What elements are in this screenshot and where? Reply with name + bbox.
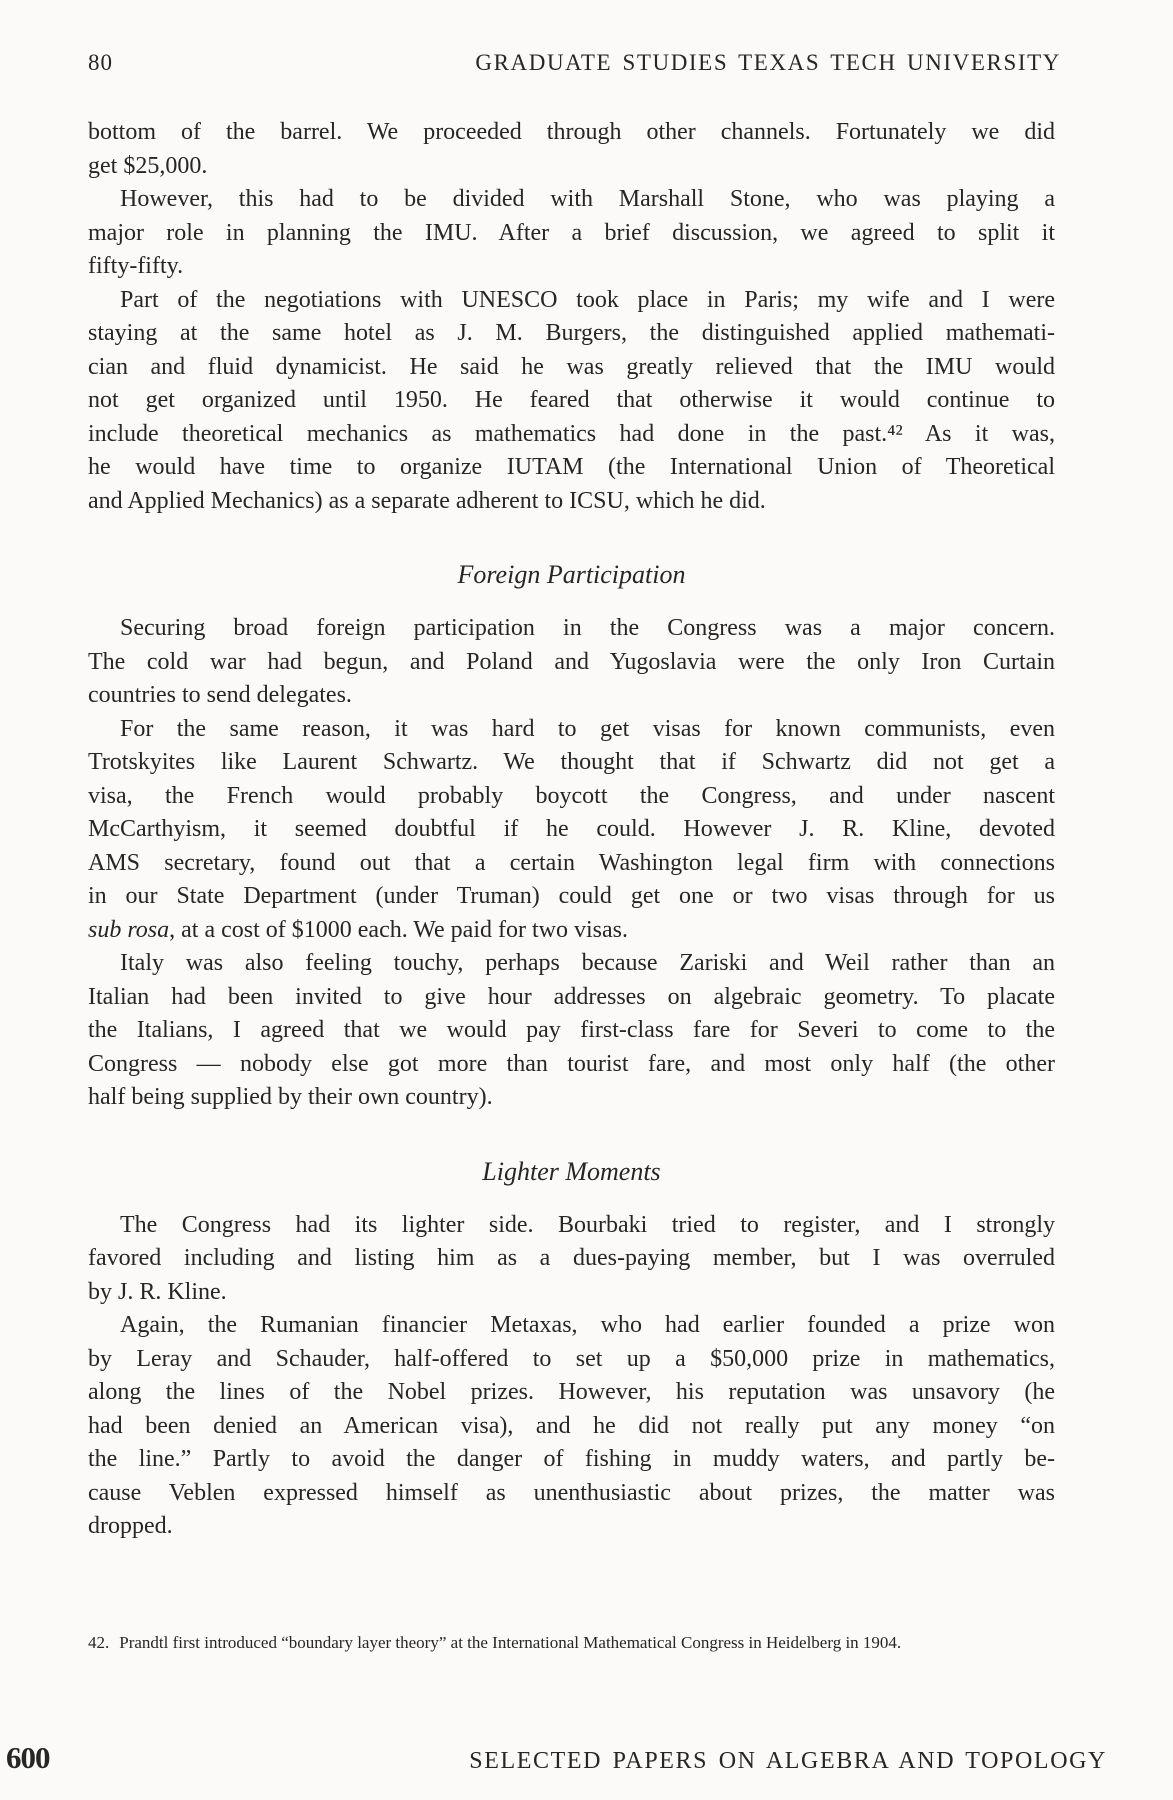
body-line: For the same reason, it was hard to get visas for known communists, even — [120, 715, 1055, 742]
body-line: not get organized until 1950. He feared that otherwise it would continue to — [88, 387, 1055, 413]
paragraph — [88, 116, 1055, 183]
section-heading: Foreign Participation — [457, 560, 686, 589]
body-line: major role in planning the IMU. After a brief discussion, we agreed to split it — [88, 219, 1055, 246]
body-line: Italian had been invited to give hour addresses on algebraic geometry. To placate — [88, 983, 1055, 1010]
footnote-text: Prandtl first introduced “boundary layer theory” at the International Mathematical Congress in Heidelberg in 1904. — [119, 1632, 902, 1652]
body-line: staying at the same hotel as J. M. Burgers, the distinguished applied mathemati- — [88, 320, 1055, 346]
body-line: by J. R. Kline. — [88, 1278, 227, 1305]
body-line: However, this had to be divided with Marshall Stone, who was playing a — [120, 186, 1055, 212]
body-line: and Applied Mechanics) as a separate adherent to ICSU, which he did. — [88, 487, 766, 514]
body-line: cian and fluid dynamicist. He said he was greatly relieved that the IMU would — [88, 353, 1055, 380]
body-line: the line.” Partly to avoid the danger of fishing in muddy waters, and partly be- — [88, 1446, 1055, 1472]
footnote — [88, 1632, 1113, 1654]
body-line: in our State Department (under Truman) could get one or two visas through for us — [88, 883, 1055, 909]
body-line: had been denied an American visa), and he did not really put any money “on — [88, 1412, 1055, 1439]
paragraph — [88, 1309, 1055, 1544]
body-line: cause Veblen expressed himself as unenthusiastic about prizes, the matter was — [88, 1479, 1055, 1506]
body-line: dropped. — [88, 1513, 173, 1539]
body-line: AMS secretary, found out that a certain Washington legal firm with connections — [88, 849, 1055, 876]
body-line: along the lines of the Nobel prizes. However, his reputation was unsavory (he — [88, 1379, 1055, 1405]
body-line: favored including and listing him as a dues-paying member, but I was overruled — [88, 1245, 1055, 1271]
paragraph — [88, 183, 1055, 284]
body-line: he would have time to organize IUTAM (the International Union of Theoretical — [88, 454, 1055, 480]
page-footer — [0, 1740, 1173, 1800]
body-line: bottom of the barrel. We proceeded through other channels. Fortunately we did — [88, 119, 1055, 145]
running-title: GRADUATE STUDIES TEXAS TECH UNIVERSITY — [475, 50, 1061, 75]
paragraph — [88, 612, 1055, 713]
running-header — [88, 50, 1061, 76]
body-line: half being supplied by their own country). — [88, 1084, 493, 1110]
body-line: visa, the French would probably boycott the Congress, and under nascent — [88, 782, 1055, 809]
paragraph — [88, 713, 1055, 948]
paragraph — [88, 947, 1055, 1115]
body-line: Part of the negotiations with UNESCO took place in Paris; my wife and I were — [120, 286, 1055, 313]
body-line: Italy was also feeling touchy, perhaps because Zariski and Weil rather than an — [120, 950, 1055, 976]
body-line: the Italians, I agreed that we would pay first-class fare for Severi to come to the — [88, 1017, 1055, 1043]
body-line: Securing broad foreign participation in the Congress was a major concern. — [120, 615, 1055, 641]
page-number: 80 — [88, 50, 113, 75]
body-line: by Leray and Schauder, half-offered to set up a $50,000 prize in mathematics, — [88, 1345, 1055, 1372]
body-line: Again, the Rumanian financier Metaxas, who had earlier founded a prize won — [120, 1312, 1055, 1338]
paragraph — [88, 1209, 1055, 1310]
section-heading: Lighter Moments — [482, 1156, 661, 1186]
volume-page-number: 600 — [6, 1740, 50, 1775]
footnote-number: 42. — [88, 1632, 110, 1652]
text-block — [88, 116, 1055, 1544]
body-line: The cold war had begun, and Poland and Yugoslavia were the only Iron Curtain — [88, 648, 1055, 675]
body-line: Congress — nobody else got more than tourist fare, and most only half (the other — [88, 1050, 1055, 1077]
body-line: get $25,000. — [88, 152, 208, 179]
body-line: include theoretical mechanics as mathematics had done in the past.⁴² As it was, — [88, 420, 1055, 447]
paragraph — [88, 284, 1055, 519]
body-line: countries to send delegates. — [88, 682, 352, 708]
body-line: sub rosa, at a cost of $1000 each. We paid for two visas. — [88, 916, 628, 943]
body-line: McCarthyism, it seemed doubtful if he could. However J. R. Kline, devoted — [88, 816, 1055, 842]
body-line: fifty-fifty. — [88, 253, 184, 279]
book-series-title: SELECTED PAPERS ON ALGEBRA AND TOPOLOGY — [469, 1748, 1107, 1774]
body-line: The Congress had its lighter side. Bourbaki tried to register, and I strongly — [120, 1211, 1055, 1238]
body-line: Trotskyites like Laurent Schwartz. We thought that if Schwartz did not get a — [88, 749, 1055, 775]
